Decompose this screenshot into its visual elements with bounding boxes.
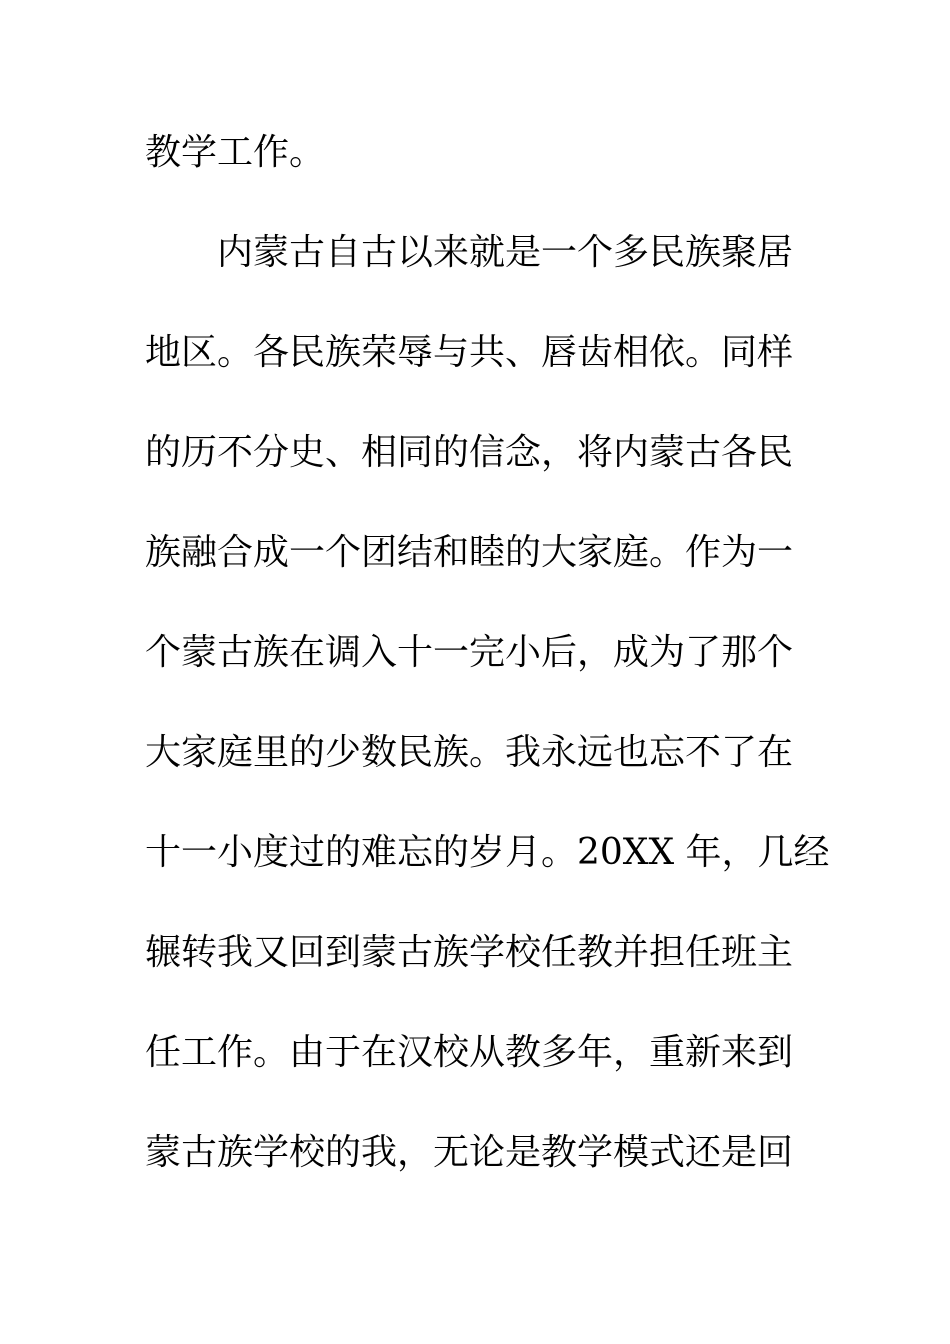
paragraph-first-line: 内蒙古自古以来就是一个多民族聚居 <box>217 232 794 273</box>
text-line: 地区。各民族荣辱与共、唇齿相依。同样 <box>145 332 794 373</box>
text-line: 任工作。由于在汉校从教多年，重新来到 <box>145 1032 794 1073</box>
text-line: 蒙古族学校的我，无论是教学模式还是回 <box>145 1132 794 1173</box>
text-line: 个蒙古族在调入十一完小后，成为了那个 <box>145 632 794 673</box>
text-line: 的历不分史、相同的信念，将内蒙古各民 <box>145 432 794 473</box>
text-line: 辗转我又回到蒙古族学校任教并担任班主 <box>145 932 794 973</box>
text-line: 教学工作。 <box>145 132 326 173</box>
text-line: 十一小度过的难忘的岁月。20XX 年，几经 <box>145 832 830 873</box>
text-line: 大家庭里的少数民族。我永远也忘不了在 <box>145 732 794 773</box>
text-line: 族融合成一个团结和睦的大家庭。作为一 <box>145 532 794 573</box>
